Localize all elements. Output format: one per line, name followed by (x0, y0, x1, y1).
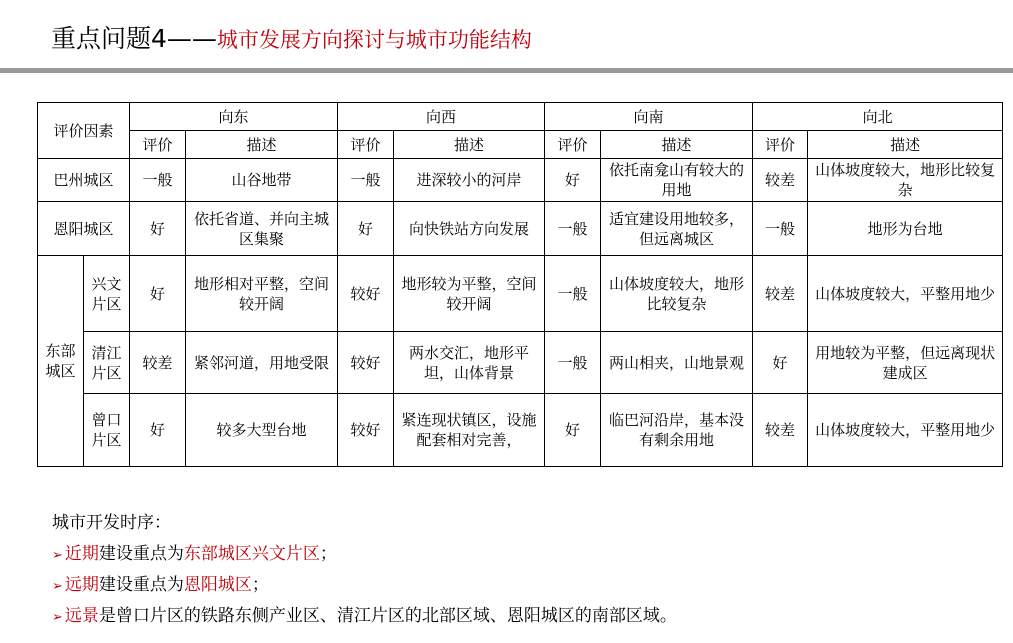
desc-cell: 山谷地带 (186, 159, 338, 202)
rating-cell: 好 (130, 394, 186, 467)
note-item-near-term (52, 539, 677, 570)
table-row (38, 394, 1003, 467)
desc-header: 描述 (808, 131, 1003, 159)
note-tail: ； (319, 544, 337, 564)
arrow-bullet-icon: ➢ (52, 610, 63, 625)
rating-cell: 一般 (753, 202, 808, 256)
rating-cell: 较好 (338, 256, 394, 332)
rating-cell: 好 (338, 202, 394, 256)
note-text: 建设重点为 (98, 575, 184, 595)
desc-cell: 向快铁站方向发展 (394, 202, 545, 256)
area-label: 巴州城区 (38, 159, 130, 202)
desc-cell: 山体坡度较大，平整用地少 (808, 256, 1003, 332)
desc-cell: 地形相对平整，空间较开阔 (186, 256, 338, 332)
rating-header: 评价 (130, 131, 186, 159)
desc-cell: 紧邻河道，用地受限 (186, 332, 338, 394)
rating-cell: 一般 (338, 159, 394, 202)
note-label: 远景 (64, 606, 99, 626)
area-label: 清江片区 (84, 332, 130, 394)
arrow-bullet-icon: ➢ (52, 579, 63, 594)
table-row (38, 202, 1003, 256)
desc-cell: 适宜建设用地较多，但远离城区 (601, 202, 753, 256)
rating-cell: 较差 (753, 394, 808, 467)
note-item-vision (52, 601, 677, 632)
desc-cell: 紧连现状镇区，设施配套相对完善， (394, 394, 545, 467)
area-label: 兴文片区 (84, 256, 130, 332)
direction-south-header: 向南 (545, 103, 753, 131)
note-text: 是曾口片区的铁路东侧产业区、清江片区的北部区域、恩阳城区的南部区域。 (98, 606, 677, 626)
note-highlight: 恩阳城区 (183, 575, 252, 595)
note-tail: ； (251, 575, 269, 595)
group-label: 东部城区 (38, 256, 84, 467)
desc-cell: 山体坡度较大，地形比较复杂 (808, 159, 1003, 202)
arrow-bullet-icon: ➢ (52, 548, 63, 563)
note-item-long-term (52, 570, 677, 601)
rating-cell: 较差 (753, 159, 808, 202)
table-row (38, 159, 1003, 202)
area-label: 恩阳城区 (38, 202, 130, 256)
note-highlight: 东部城区兴文片区 (183, 544, 320, 564)
desc-cell: 两水交汇，地形平坦，山体背景 (394, 332, 545, 394)
desc-cell: 临巴河沿岸，基本没有剩余用地 (601, 394, 753, 467)
desc-cell: 地形为台地 (808, 202, 1003, 256)
rating-cell: 较好 (338, 332, 394, 394)
notes-heading: 城市开发时序： (52, 513, 171, 533)
rating-cell: 一般 (545, 332, 601, 394)
rating-cell: 较好 (338, 394, 394, 467)
rating-cell: 一般 (545, 202, 601, 256)
rating-cell: 好 (130, 256, 186, 332)
rating-cell: 一般 (130, 159, 186, 202)
rating-header: 评价 (753, 131, 808, 159)
rating-cell: 好 (130, 202, 186, 256)
title-subtitle: 城市发展方向探讨与城市功能结构 (216, 28, 532, 52)
area-label: 曾口片区 (84, 394, 130, 467)
title-prefix: 重点问题4—— (51, 24, 217, 53)
page-title (51, 22, 532, 57)
desc-cell: 依托省道、并向主城区集聚 (186, 202, 338, 256)
evaluation-table (37, 102, 1003, 467)
table-row (38, 256, 1003, 332)
rating-cell: 较差 (753, 256, 808, 332)
rating-header: 评价 (338, 131, 394, 159)
note-label: 近期 (64, 544, 99, 564)
rating-cell: 好 (753, 332, 808, 394)
desc-cell: 山体坡度较大，地形比较复杂 (601, 256, 753, 332)
rating-header: 评价 (545, 131, 601, 159)
desc-cell: 山体坡度较大，平整用地少 (808, 394, 1003, 467)
desc-header: 描述 (394, 131, 545, 159)
factor-header: 评价因素 (38, 103, 130, 159)
development-sequence (52, 508, 677, 632)
note-label: 远期 (64, 575, 99, 595)
desc-cell: 两山相夹，山地景观 (601, 332, 753, 394)
table-row (38, 332, 1003, 394)
rating-cell: 好 (545, 394, 601, 467)
desc-cell: 地形较为平整，空间较开阔 (394, 256, 545, 332)
title-divider (0, 68, 1013, 73)
desc-cell: 进深较小的河岸 (394, 159, 545, 202)
rating-cell: 较差 (130, 332, 186, 394)
desc-header: 描述 (186, 131, 338, 159)
rating-cell: 一般 (545, 256, 601, 332)
desc-cell: 依托南龛山有较大的用地 (601, 159, 753, 202)
desc-header: 描述 (601, 131, 753, 159)
desc-cell: 用地较为平整，但远离现状建成区 (808, 332, 1003, 394)
rating-cell: 好 (545, 159, 601, 202)
desc-cell: 较多大型台地 (186, 394, 338, 467)
direction-west-header: 向西 (338, 103, 545, 131)
direction-north-header: 向北 (753, 103, 1003, 131)
note-text: 建设重点为 (98, 544, 184, 564)
direction-east-header: 向东 (130, 103, 338, 131)
